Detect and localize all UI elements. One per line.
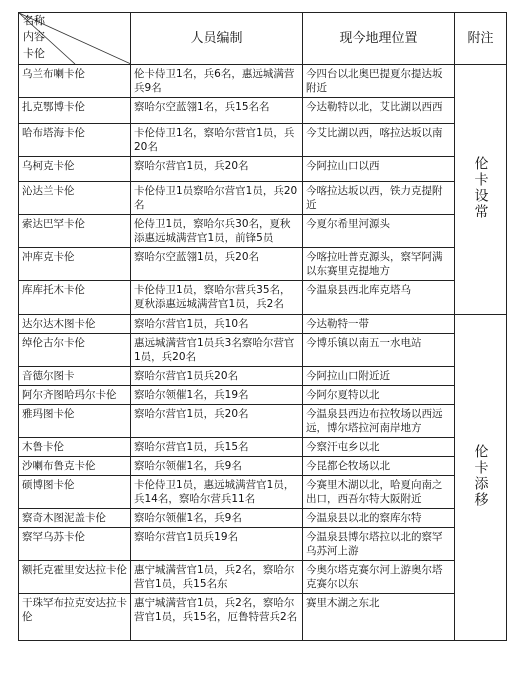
table-body <box>19 65 507 641</box>
karun-name-cell: 冲库克卡伦 <box>19 248 131 281</box>
table-row <box>19 248 507 281</box>
header-staff: 人员编制 <box>131 13 303 65</box>
table-row <box>19 405 507 438</box>
karun-name-cell: 达尔达木图卡伦 <box>19 315 131 334</box>
group-note-cell <box>455 315 507 641</box>
location-cell: 今四台以北奥巴提夏尔提达坂附近 <box>303 65 455 98</box>
staff-cell: 卡伦侍卫1名，察哈尔营官1员，兵20名 <box>131 124 303 157</box>
staff-cell: 察哈尔领催1名，兵19名 <box>131 386 303 405</box>
header-karun-label: 卡伦 <box>23 47 45 60</box>
staff-cell: 卡伦侍卫1员，惠远城满营官1员，兵14名，察哈尔营兵11名 <box>131 476 303 509</box>
location-cell: 今达勒特一带 <box>303 315 455 334</box>
staff-cell: 惠远城满营官1员兵3名察哈尔营官1员，兵20名 <box>131 334 303 367</box>
karun-name-cell: 绰伦古尔卡伦 <box>19 334 131 367</box>
karun-name-cell: 硕博图卡伦 <box>19 476 131 509</box>
group-note-label: 伦卡添移 <box>472 444 489 508</box>
location-cell: 今阿尔夏特以北 <box>303 386 455 405</box>
location-cell: 今艾比湖以西，喀拉达坂以南 <box>303 124 455 157</box>
location-cell: 今博乐镇以南五一水电站 <box>303 334 455 367</box>
table-row <box>19 98 507 124</box>
karun-name-cell: 音德尔图卡 <box>19 367 131 386</box>
karun-name-cell: 乌兰布喇卡伦 <box>19 65 131 98</box>
group-note-cell <box>455 65 507 315</box>
staff-cell: 伦卡侍卫1名，兵6名，惠远城满营兵9名 <box>131 65 303 98</box>
karun-name-cell: 沁达兰卡伦 <box>19 182 131 215</box>
location-cell: 赛里木湖之东北 <box>303 594 455 641</box>
karun-name-cell: 哈布塔海卡伦 <box>19 124 131 157</box>
staff-cell: 卡伦侍卫1员，察哈尔营兵35名，夏秋添惠远城满营官1员，兵2名 <box>131 281 303 315</box>
header-content-label: 内容 <box>23 30 45 43</box>
staff-cell: 察哈尔空蓝翎1名，兵15名名 <box>131 98 303 124</box>
location-cell: 今喀拉吐普克源头，察罕阿满以东赛里克提地方 <box>303 248 455 281</box>
table-row <box>19 124 507 157</box>
location-cell: 今阿拉山口附近近 <box>303 367 455 386</box>
table-row <box>19 334 507 367</box>
location-cell: 今温泉县西北库克塔乌 <box>303 281 455 315</box>
table-row <box>19 215 507 248</box>
staff-cell: 察哈尔营官1员，兵20名 <box>131 157 303 182</box>
karun-name-cell: 库库托木卡伦 <box>19 281 131 315</box>
karun-name-cell: 干珠罕布拉克安达拉卡伦 <box>19 594 131 641</box>
karun-name-cell: 雅玛图卡伦 <box>19 405 131 438</box>
location-cell: 今昆都仑牧场以北 <box>303 457 455 476</box>
table-row <box>19 528 507 561</box>
location-cell: 今阿拉山口以西 <box>303 157 455 182</box>
staff-cell: 惠宁城满营官1员，兵2名，察哈尔营官1员，兵15名东 <box>131 561 303 594</box>
location-cell: 今温泉县以北的察库尔特 <box>303 509 455 528</box>
table-row <box>19 182 507 215</box>
table-row <box>19 594 507 641</box>
location-cell: 今温泉县博尔塔拉以北的察罕乌苏河上游 <box>303 528 455 561</box>
header-note: 附注 <box>455 13 507 65</box>
group-note-label: 伦卡设常 <box>472 156 489 220</box>
karun-name-cell: 额托克霍里安达拉卡伦 <box>19 561 131 594</box>
location-cell: 今喀拉达坂以西，铁力克提附近 <box>303 182 455 215</box>
table-row <box>19 315 507 334</box>
table-row <box>19 509 507 528</box>
table-row <box>19 561 507 594</box>
staff-cell: 察哈尔营官1员，兵15名 <box>131 438 303 457</box>
karun-name-cell: 索达巴罕卡伦 <box>19 215 131 248</box>
location-cell: 今温泉县西边布拉牧场以西远远，博尔塔拉河南岸地方 <box>303 405 455 438</box>
staff-cell: 察哈尔营官1员兵19名 <box>131 528 303 561</box>
karun-name-cell: 扎克鄂博卡伦 <box>19 98 131 124</box>
table-row <box>19 281 507 315</box>
location-cell: 今奥尔塔克赛尔河上游奥尔塔克赛尔以东 <box>303 561 455 594</box>
location-cell: 今夏尔希里河源头 <box>303 215 455 248</box>
header-location: 现今地理位置 <box>303 13 455 65</box>
karun-name-cell: 阿尔齐图哈玛尔卡伦 <box>19 386 131 405</box>
staff-cell: 察哈尔营官1员，兵10名 <box>131 315 303 334</box>
karun-name-cell: 察奇木图泥盖卡伦 <box>19 509 131 528</box>
staff-cell: 伦侍卫1员，察哈尔兵30名，夏秋添惠远城满营官1员，前锋5员 <box>131 215 303 248</box>
staff-cell: 察哈尔领催1名，兵9名 <box>131 457 303 476</box>
header-name-label: 名称 <box>23 14 45 27</box>
table-row <box>19 367 507 386</box>
karun-name-cell: 木鲁卡伦 <box>19 438 131 457</box>
outpost-table <box>18 12 507 641</box>
location-cell: 今察汗屯乡以北 <box>303 438 455 457</box>
staff-cell: 察哈尔营官1员兵20名 <box>131 367 303 386</box>
diagonal-header-cell <box>19 13 131 65</box>
table-row <box>19 438 507 457</box>
karun-name-cell: 察罕乌苏卡伦 <box>19 528 131 561</box>
karun-name-cell: 乌柯克卡伦 <box>19 157 131 182</box>
table-row <box>19 157 507 182</box>
table-row <box>19 457 507 476</box>
karun-name-cell: 沙喇布鲁克卡伦 <box>19 457 131 476</box>
location-cell: 今赛里木湖以北，哈夏向南之出口，西吾尔特大阪附近 <box>303 476 455 509</box>
staff-cell: 察哈尔营官1员，兵20名 <box>131 405 303 438</box>
staff-cell: 察哈尔领催1名，兵9名 <box>131 509 303 528</box>
location-cell: 今达勒特以北，艾比湖以西西 <box>303 98 455 124</box>
staff-cell: 察哈尔空蓝翎1员，兵20名 <box>131 248 303 281</box>
table-row <box>19 65 507 98</box>
staff-cell: 惠宁城满营官1员，兵2名，察哈尔营官1员，兵15名，厄鲁特营兵2名 <box>131 594 303 641</box>
table-row <box>19 476 507 509</box>
table-row <box>19 386 507 405</box>
staff-cell: 卡伦侍卫1员察哈尔营官1员，兵20名 <box>131 182 303 215</box>
